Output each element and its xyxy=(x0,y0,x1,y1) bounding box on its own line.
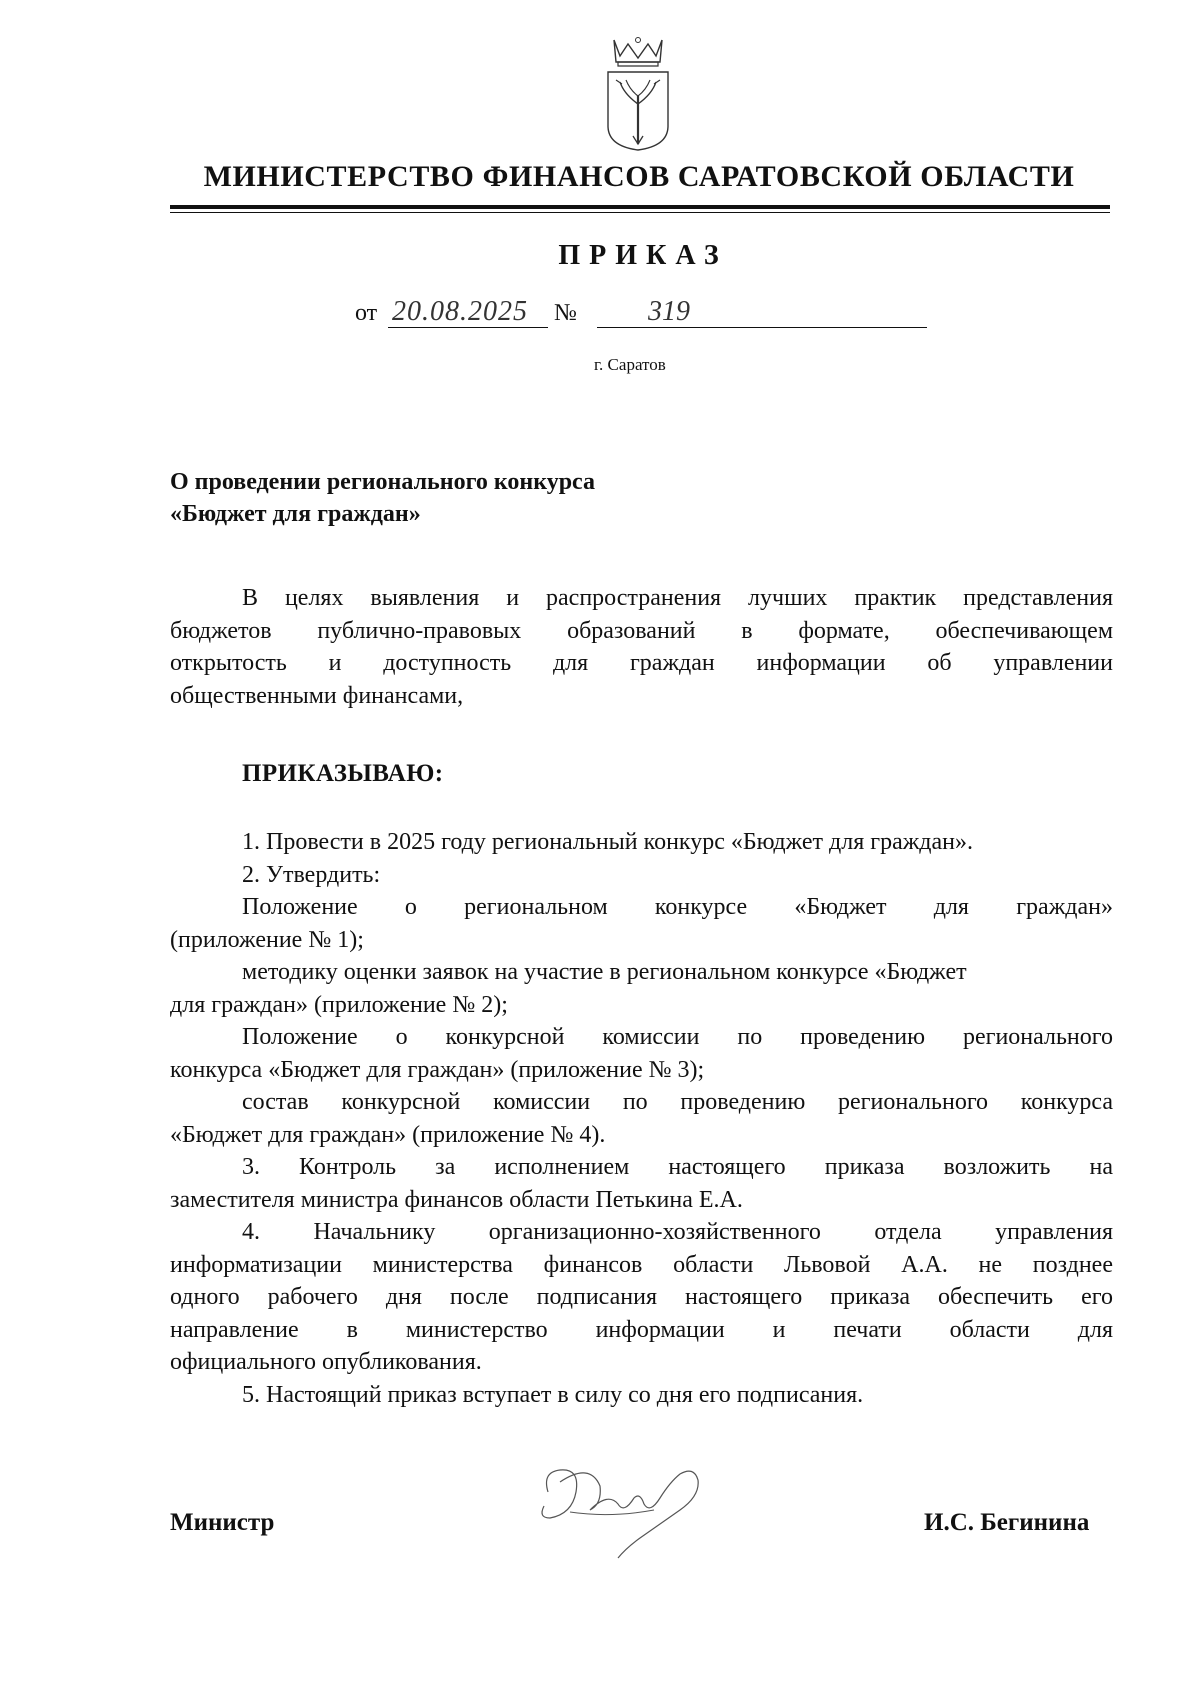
signer-position: Министр xyxy=(170,1509,275,1536)
order-word: ПРИКАЗЫВАЮ: xyxy=(242,760,444,787)
item-line: методику оценки заявок на участие в региональном конкурсе «Бюджет xyxy=(242,959,967,985)
header-rule-thin xyxy=(170,212,1110,213)
item-line: конкурса «Бюджет для граждан» (приложение № 3); xyxy=(170,1056,705,1083)
item-line: Положение о конкурсной комиссии по проведению регионального xyxy=(242,1024,1113,1050)
item-line: 1. Провести в 2025 году региональный конкурс «Бюджет для граждан». xyxy=(242,829,974,855)
coat-of-arms-emblem xyxy=(600,34,676,154)
preamble-line: общественными финансами, xyxy=(170,682,464,709)
item-line: информатизации министерства финансов области Львовой А.А. не позднее xyxy=(170,1251,1113,1278)
ministry-name: МИНИСТЕРСТВО ФИНАНСОВ САРАТОВСКОЙ ОБЛАСТИ xyxy=(203,160,1075,193)
date-underline xyxy=(388,327,548,328)
city-name: г. Саратов xyxy=(594,355,666,374)
subject-line: О проведении регионального конкурса xyxy=(170,469,595,495)
date-prefix: от xyxy=(355,300,378,326)
item-line: состав конкурсной комиссии по проведению регионального конкурса xyxy=(242,1089,1113,1115)
item-line: для граждан» (приложение № 2); xyxy=(170,991,508,1018)
item-line: 3. Контроль за исполнением настоящего приказа возложить на xyxy=(242,1154,1113,1180)
handwritten-number: 319 xyxy=(648,296,690,327)
signer-name: И.С. Бегинина xyxy=(924,1509,1090,1536)
preamble-line: В целях выявления и распространения лучших практик представления xyxy=(242,585,1113,611)
item-line: 5. Настоящий приказ вступает в силу со дня его подписания. xyxy=(242,1381,864,1408)
number-underline xyxy=(597,327,927,328)
number-prefix: № xyxy=(554,300,577,326)
item-line: одного рабочего дня после подписания настоящего приказа обеспечить его xyxy=(170,1284,1113,1310)
item-line: «Бюджет для граждан» (приложение № 4). xyxy=(170,1121,606,1148)
handwritten-signature xyxy=(530,1452,730,1562)
preamble-line: открытость и доступность для граждан информации об управлении xyxy=(170,650,1113,676)
preamble-line: бюджетов публично-правовых образований в формате, обеспечивающем xyxy=(170,617,1113,644)
order-items xyxy=(170,826,1113,1411)
subject-line: «Бюджет для граждан» xyxy=(170,501,421,527)
header-rule-thick xyxy=(170,205,1110,209)
handwritten-date: 20.08.2025 xyxy=(392,296,528,327)
item-line: официального опубликования. xyxy=(170,1349,482,1375)
item-line: (приложение № 1); xyxy=(170,926,364,953)
item-line: 4. Начальнику организационно-хозяйственного отдела управления xyxy=(242,1219,1113,1245)
item-line: 2. Утвердить: xyxy=(242,861,381,888)
preamble xyxy=(170,582,1113,712)
item-line: направление в министерство информации и печати области для xyxy=(170,1316,1113,1343)
item-line: Положение о региональном конкурсе «Бюджет для граждан» xyxy=(242,894,1113,920)
document-subject xyxy=(170,466,595,530)
document-type: ПРИКАЗ xyxy=(558,240,728,271)
item-line: заместителя министра финансов области Петькина Е.А. xyxy=(170,1186,743,1213)
